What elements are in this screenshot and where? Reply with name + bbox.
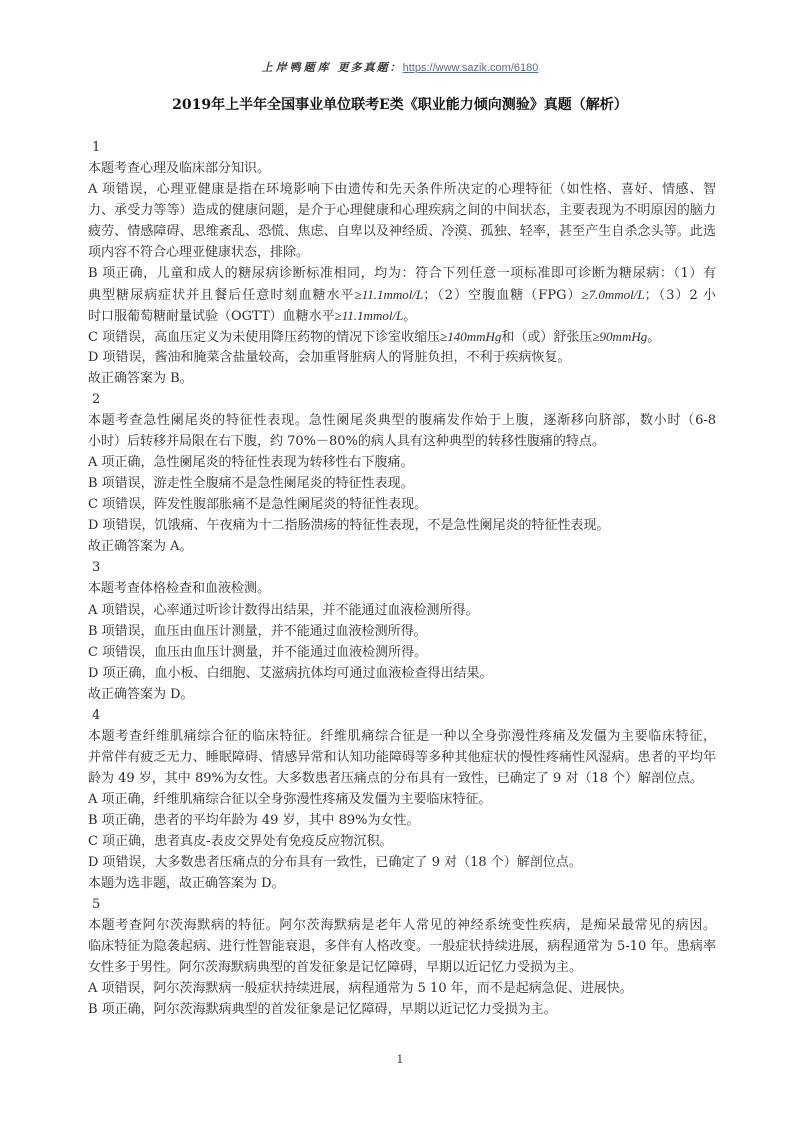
option-a-line: A 项正确，急性阑尾炎的特征性表现为转移性右下腹痛。 (88, 455, 414, 471)
question-4-block (88, 705, 716, 894)
option-a-line: A 项错误，心率通过听诊计数得出结果，并不能通过血液检测所得。 (88, 602, 479, 618)
line-text-segment: 和（或）舒张压 (501, 329, 593, 345)
question-number: 4 (92, 707, 101, 723)
option-a-line: 项内容不符合心理亚健康状态，排除。 (88, 244, 310, 260)
formula-value: ≥90mmHg (592, 328, 648, 344)
analysis-line: 本题考查心理及临床部分知识。 (88, 160, 271, 176)
analysis-line: 本题考查阿尔茨海默病的特征。阿尔茨海默病是老年人常见的神经系统变性疾病，是痴呆最常见的病因。 (88, 918, 716, 934)
formula-value: ≥140mmHg (440, 328, 502, 344)
analysis-line: 本题考查纤维肌痛综合征的临床特征。纤维肌痛综合征是一种以全身弥漫性疼痛及发僵为主要临床特征， (88, 728, 716, 744)
question-3-block (88, 557, 716, 704)
analysis-line: 女性多于男性。阿尔茨海默病典型的首发征象是记忆障碍，早期以近记忆力受损为主。 (88, 960, 583, 976)
option-d-line: D 项错误，酱油和腌菜含盐量较高，会加重肾脏病人的肾脏负担，不利于疾病恢复。 (88, 349, 571, 365)
option-b-line: B 项错误，血压由血压计测量，并不能通过血液检测所得。 (88, 623, 427, 639)
page-header (0, 60, 800, 76)
option-c-line: C 项正确，患者真皮-表皮交界处有免疫反应物沉积。 (88, 834, 393, 850)
option-b-line: B 项正确，阿尔茨海默病典型的首发征象是记忆障碍，早期以近记忆力受损为主。 (88, 1002, 557, 1018)
analysis-line: 本题考查急性阑尾炎的特征性表现。急性阑尾炎典型的腹痛发作始于上腹，逐渐移向脐部，数小时（6-8 (88, 413, 716, 429)
option-b-line: B 项正确，儿童和成人的糖尿病诊断标准相同，均为：符合下列任意一项标准即可诊断为糖尿病：（1）有 (88, 265, 716, 281)
option-a-line: 疲劳、情感障碍、思维紊乱、恐慌、焦虑、自卑以及神经质、冷漠、孤独、轻率，甚至产生自杀念头等。此选 (88, 223, 716, 239)
option-b-line (88, 305, 716, 326)
line-text-segment: ；（3）2 小 (644, 287, 716, 303)
line-text-segment: 时口服葡萄糖耐量试验（OGTT）血糖水平 (88, 308, 335, 324)
question-5-block (88, 894, 716, 1020)
line-text-segment: ；（2）空腹血糖（FPG） (423, 287, 582, 303)
option-b-line: B 项正确，患者的平均年龄为 49 岁，其中 89%为女性。 (88, 813, 420, 828)
answer-line: 本题为选非题，故正确答案为 D。 (88, 876, 285, 892)
option-b-line: B 项错误，游走性全腹痛不是急性阑尾炎的特征性表现。 (88, 476, 414, 492)
option-a-line: A 项正确，纤维肌痛综合征以全身弥漫性疼痛及发僵为主要临床特征。 (88, 791, 492, 807)
analysis-line: 小时）后转移并局限在右下腹，约 70%－80%的病人具有这种典型的转移性腹痛的特点。 (88, 434, 605, 450)
option-a-line: A 项错误，心理亚健康是指在环境影响下由遗传和先天条件所决定的心理特征（如性格、喜好、情感、智 (88, 181, 716, 197)
line-text-segment: 。 (647, 329, 661, 345)
analysis-line: 并常伴有疲乏无力、睡眠障碍、情感异常和认知功能障碍等多种其他症状的慢性疼痛性风湿病。患者的平均年 (88, 749, 716, 765)
line-text-segment: 典型糖尿病症状并且餐后任意时刻血糖水平 (88, 287, 355, 303)
header-more-label: 更多真题： (337, 61, 403, 74)
option-d-line: D 项错误，饥饿痛、午夜痛为十二指肠溃疡的特征性表现，不是急性阑尾炎的特征性表现。 (88, 518, 610, 534)
answer-line: 故正确答案为 B。 (88, 371, 193, 387)
line-text-segment: 。 (403, 308, 417, 324)
analysis-line: 龄为 49 岁，其中 89%为女性。大多数患者压痛点的分布具有一致性，已确定了 9 对（18 个）解剖位点。 (88, 770, 704, 786)
question-number: 2 (92, 392, 101, 408)
page-title: 2019年上半年全国事业单位联考E类《职业能力倾向测验》真题（解析） (172, 97, 628, 113)
analysis-line: 本题考查体格检查和血液检测。 (88, 581, 271, 597)
question-2-block (88, 389, 716, 557)
analysis-line: 临床特征为隐袭起病、进行性智能衰退，多伴有人格改变。一般症状持续进展，病程通常为 5-10 年。患病率 (88, 939, 716, 955)
question-number: 3 (92, 560, 101, 576)
page-number: 1 (396, 1053, 404, 1066)
option-a-line: A 项错误，阿尔茨海默病一般症状持续进展，病程通常为 5 10 年，而不是起病急促、进展快。 (88, 981, 633, 997)
header-link[interactable]: https://www.sazik.com/6180 (402, 62, 539, 74)
formula-value: ≥11.1mmol/L (334, 307, 404, 323)
option-c-line (88, 326, 716, 347)
option-c-line: C 项错误，血压由血压计测量，并不能通过血液检测所得。 (88, 644, 428, 660)
answer-line: 故正确答案为 D。 (88, 686, 194, 702)
option-c-line: C 项错误，阵发性腹部胀痛不是急性阑尾炎的特征性表现。 (88, 497, 428, 513)
option-b-line (88, 284, 716, 305)
header-site-name: 上岸鸭题库 (261, 61, 332, 74)
line-text-segment: C 项错误，高血压定义为未使用降压药物的情况下诊室收缩压 (88, 329, 441, 345)
document-body (88, 137, 716, 1021)
question-1-block (88, 137, 716, 390)
option-a-line: 力、承受力等等）造成的健康问题，是介于心理健康和心理疾病之间的中间状态，主要表现为不明原因的脑力 (88, 202, 716, 218)
formula-value: ≥11.1mmol/L (354, 286, 424, 302)
formula-value: ≥7.0mmol/L (581, 286, 645, 302)
option-d-line: D 项正确，血小板、白细胞、艾滋病抗体均可通过血液检查得出结果。 (88, 665, 493, 681)
option-d-line: D 项错误，大多数患者压痛点的分布具有一致性，已确定了 9 对（18 个）解剖位点。 (88, 855, 582, 871)
question-number: 1 (92, 139, 101, 155)
question-number: 5 (92, 897, 101, 913)
answer-line: 故正确答案为 A。 (88, 539, 193, 555)
